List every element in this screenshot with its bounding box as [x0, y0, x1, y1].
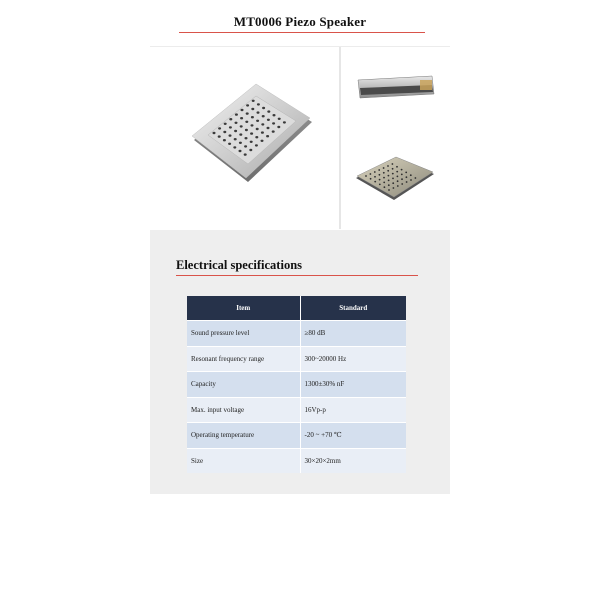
- product-main-photo: [188, 80, 316, 188]
- grille-hole: [374, 171, 376, 173]
- spec-item: Resonant frequency range: [187, 346, 300, 372]
- grille-hole: [239, 133, 242, 135]
- grille-hole: [388, 175, 390, 177]
- grille-hole: [251, 108, 254, 110]
- grille-hole: [261, 140, 264, 142]
- grille-hole: [387, 165, 389, 167]
- grille-hole: [241, 109, 244, 111]
- table-row: [187, 448, 406, 473]
- grille-hole: [252, 100, 255, 102]
- specs-heading: Electrical specifications: [176, 258, 303, 272]
- piezo-plate-image: [188, 80, 316, 188]
- grille-hole: [250, 141, 253, 143]
- grille-hole: [378, 169, 380, 171]
- grille-hole: [272, 130, 275, 132]
- grille-hole: [261, 123, 264, 125]
- grille-hole: [218, 135, 221, 137]
- grille-hole: [406, 176, 408, 178]
- grille-hole: [273, 114, 276, 116]
- grille-hole: [261, 131, 264, 133]
- table-row: [187, 423, 406, 449]
- grille-hole: [401, 178, 403, 180]
- product-angle-photo: [354, 156, 436, 204]
- spec-value: ≥80 dB: [300, 321, 406, 347]
- grille-hole: [244, 153, 247, 155]
- grille-hole: [228, 143, 231, 145]
- grille-hole: [396, 166, 398, 168]
- grille-hole: [392, 163, 394, 165]
- table-row: [187, 321, 406, 347]
- grille-hole: [267, 110, 270, 112]
- grille-hole: [278, 118, 281, 120]
- spec-item: Max. input voltage: [187, 397, 300, 423]
- grille-hole: [379, 179, 381, 181]
- grille-hole: [410, 174, 412, 176]
- grille-hole: [239, 142, 242, 144]
- grille-hole: [262, 115, 265, 117]
- grille-hole: [406, 181, 408, 183]
- grille-hole: [262, 107, 265, 109]
- grille-hole: [383, 182, 385, 184]
- spec-item: Capacity: [187, 372, 300, 398]
- column-header-item: Item: [187, 296, 300, 321]
- grille-hole: [388, 184, 390, 186]
- grille-hole: [223, 139, 226, 141]
- spec-value: -20 ~ +70 ℃: [300, 423, 406, 449]
- grille-hole: [245, 137, 248, 139]
- grille-hole: [240, 117, 243, 119]
- grille-hole: [397, 180, 399, 182]
- grille-hole: [388, 180, 390, 182]
- grille-hole: [245, 121, 248, 123]
- table-row: [187, 372, 406, 398]
- grille-hole: [365, 175, 367, 177]
- grille-hole: [245, 129, 248, 131]
- grille-hole: [223, 131, 226, 133]
- grille-hole: [255, 136, 258, 138]
- spec-value: 16Vp-p: [300, 397, 406, 423]
- table-row: [187, 397, 406, 423]
- grille-hole: [405, 172, 407, 174]
- grille-hole: [379, 184, 381, 186]
- specs-table: [187, 296, 406, 473]
- grille-hole: [397, 185, 399, 187]
- grille-hole: [234, 138, 237, 140]
- grille-hole: [415, 177, 417, 179]
- spec-item: Operating temperature: [187, 423, 300, 449]
- piezo-angle-image: [354, 156, 436, 204]
- grille-hole: [256, 120, 259, 122]
- grille-hole: [370, 178, 372, 180]
- grille-hole: [213, 132, 216, 134]
- grille-hole: [234, 130, 237, 132]
- grille-hole: [383, 177, 385, 179]
- grille-hole: [397, 176, 399, 178]
- table-row: [187, 346, 406, 372]
- title-underline: [179, 32, 425, 33]
- grille-hole: [246, 104, 249, 106]
- spec-value: 300~20000 Hz: [300, 346, 406, 372]
- grille-hole: [374, 181, 376, 183]
- spec-item: Size: [187, 448, 300, 473]
- spec-value: 1300±30% nF: [300, 372, 406, 398]
- grille-hole: [383, 172, 385, 174]
- grille-hole: [401, 183, 403, 185]
- grille-hole: [244, 145, 247, 147]
- grille-hole: [401, 169, 403, 171]
- grille-hole: [266, 135, 269, 137]
- column-header-standard: Standard: [300, 296, 406, 321]
- table-header-row: [187, 296, 406, 321]
- grille-hole: [251, 124, 254, 126]
- grille-hole: [392, 178, 394, 180]
- grille-hole: [257, 111, 260, 113]
- grille-hole: [374, 176, 376, 178]
- grille-hole: [256, 128, 259, 130]
- grille-hole: [410, 179, 412, 181]
- grille-hole: [257, 103, 260, 105]
- grille-hole: [249, 149, 252, 151]
- grille-hole: [392, 182, 394, 184]
- grille-hole: [229, 126, 232, 128]
- grille-hole: [401, 174, 403, 176]
- grille-hole: [272, 122, 275, 124]
- grille-hole: [388, 189, 390, 191]
- piezo-side-image: [356, 74, 436, 100]
- grille-hole: [283, 121, 286, 123]
- grille-hole: [396, 171, 398, 173]
- grille-hole: [218, 127, 221, 129]
- grille-hole: [267, 127, 270, 129]
- grille-hole: [383, 167, 385, 169]
- grille-hole: [392, 173, 394, 175]
- grille-hole: [229, 118, 232, 120]
- grille-hole: [379, 174, 381, 176]
- grille-hole: [384, 186, 386, 188]
- grille-hole: [370, 173, 372, 175]
- grille-hole: [239, 150, 242, 152]
- page-title: MT0006 Piezo Speaker: [233, 14, 367, 29]
- grille-hole: [246, 112, 249, 114]
- grille-hole: [240, 125, 243, 127]
- photo-divider: [339, 47, 341, 229]
- grille-hole: [235, 122, 238, 124]
- grille-hole: [251, 116, 254, 118]
- product-side-photo: [356, 74, 436, 100]
- grille-hole: [267, 119, 270, 121]
- spec-item: Sound pressure level: [187, 321, 300, 347]
- spec-value: 30×20×2mm: [300, 448, 406, 473]
- grille-hole: [393, 187, 395, 189]
- grille-hole: [235, 113, 238, 115]
- grille-hole: [277, 126, 280, 128]
- grille-hole: [224, 123, 227, 125]
- grille-hole: [229, 134, 232, 136]
- grille-hole: [392, 168, 394, 170]
- specs-heading-underline: [176, 275, 418, 276]
- grille-hole: [387, 170, 389, 172]
- grille-hole: [233, 146, 236, 148]
- grille-hole: [255, 144, 258, 146]
- grille-hole: [250, 132, 253, 134]
